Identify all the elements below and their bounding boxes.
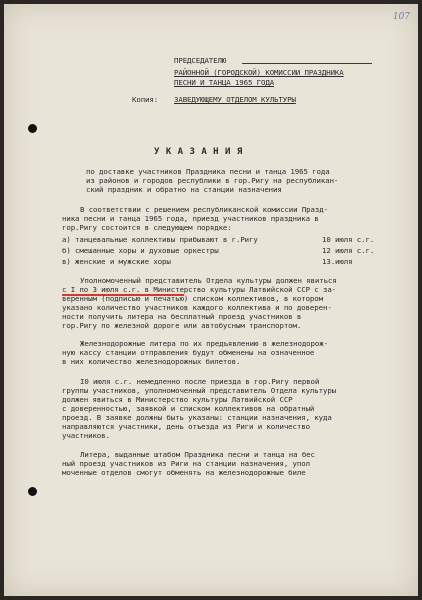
paragraph-line: I0 июля с.г. немедленно после приезда в гор.Ригу первой <box>80 377 320 386</box>
paragraph-line: ника песни и танца 1965 года, приезд участников праздника в <box>62 214 319 223</box>
paragraph-line: проезд. В заявке должны быть указаны: станции назначения, куда <box>62 413 332 422</box>
paragraph-line: группы участников, уполномоченный представитель Отдела культуры <box>62 386 337 395</box>
document-page <box>4 4 418 596</box>
binder-hole-top <box>28 124 37 133</box>
document-title: У К А З А Н И Я <box>154 147 243 157</box>
schedule-item-label: в) женские и мужские хоры <box>62 257 171 266</box>
subtitle-line: ский праздник и обратно на станции назначения <box>86 185 282 194</box>
schedule-item-label: а) танцевальные коллективы прибывают в г.Ригу <box>62 235 258 244</box>
paragraph-line: ную кассу станции отправления будут обменены на означенное <box>62 348 315 357</box>
paragraph-line: указано количество участников каждого коллектива и по доверен- <box>62 303 332 312</box>
paragraph-line: должен явиться в Министерство культуры Латвийской ССР <box>62 395 293 404</box>
subtitle-line: по доставке участников Праздника песни и танца 1965 года <box>86 167 330 176</box>
schedule-item-label: б) смешанные хоры и духовые оркестры <box>62 246 219 255</box>
paragraph-line: ный проезд участников из Риги на станции назначения, упол <box>62 459 310 468</box>
paragraph-line: веренным (подписью и печатью) списком коллективов, в котором <box>62 294 323 303</box>
copy-recipient: ЗАВЕДУЮЩЕМУ ОТДЕЛОМ КУЛЬТУРЫ <box>174 95 296 104</box>
paragraph-line: ности получить литера на бесплатный проезд участников в <box>62 312 302 321</box>
paragraph-line: Литера, выданные штабом Праздника песни и танца на бес <box>80 450 315 459</box>
paragraph-line: участников. <box>62 431 110 440</box>
paragraph-line: направляются участники, день отъезда из Риги и количество <box>62 422 310 431</box>
paragraph-line: гор.Ригу состоится в следующем порядке: <box>62 223 232 232</box>
paragraph-line: В соответствии с решением республиканской комиссии Празд- <box>80 205 328 214</box>
addressee-blank-line <box>242 63 372 64</box>
paragraph-line: Железнодорожные литера по их предъявлению в железнодорож- <box>80 339 328 348</box>
paragraph-line: с доверенностью, заявкой и списком коллективов на обратный <box>62 404 315 413</box>
paragraph-line: Уполномоченный представитель Отдела культуры должен явиться <box>80 276 337 285</box>
addressee-line-3: ПЕСНИ И ТАНЦА 1965 ГОДА <box>174 78 275 87</box>
addressee-line-1: ПРЕДСЕДАТЕЛЮ <box>174 56 227 65</box>
schedule-item-date: 10 июля с.г. <box>322 235 375 244</box>
addressee-line-2: РАЙОННОЙ (ГОРОДСКОЙ) КОМИССИИ ПРАЗДНИКА <box>174 68 344 77</box>
subtitle-line: из районов и городов республики в гор.Ригу на республикан- <box>86 176 339 185</box>
schedule-item-date: 12 июля с.г. <box>322 246 375 255</box>
schedule-item-date: 13.июля <box>322 257 353 266</box>
paragraph-line: в них количество железнодорожных билетов. <box>62 357 241 366</box>
paragraph-line: моченные отделов смогут обменять на железнодорожные биле <box>62 468 306 477</box>
paragraph-line: с I по 3 июля с.г. в Министерство культуры Латвийской ССР с за- <box>62 285 337 294</box>
page-number: 107 <box>392 12 410 22</box>
copy-label: Копия: <box>132 95 159 104</box>
binder-hole-bottom <box>28 487 37 496</box>
paragraph-line: гор.Ригу по железной дороге или автобусным транспортом. <box>62 321 302 330</box>
